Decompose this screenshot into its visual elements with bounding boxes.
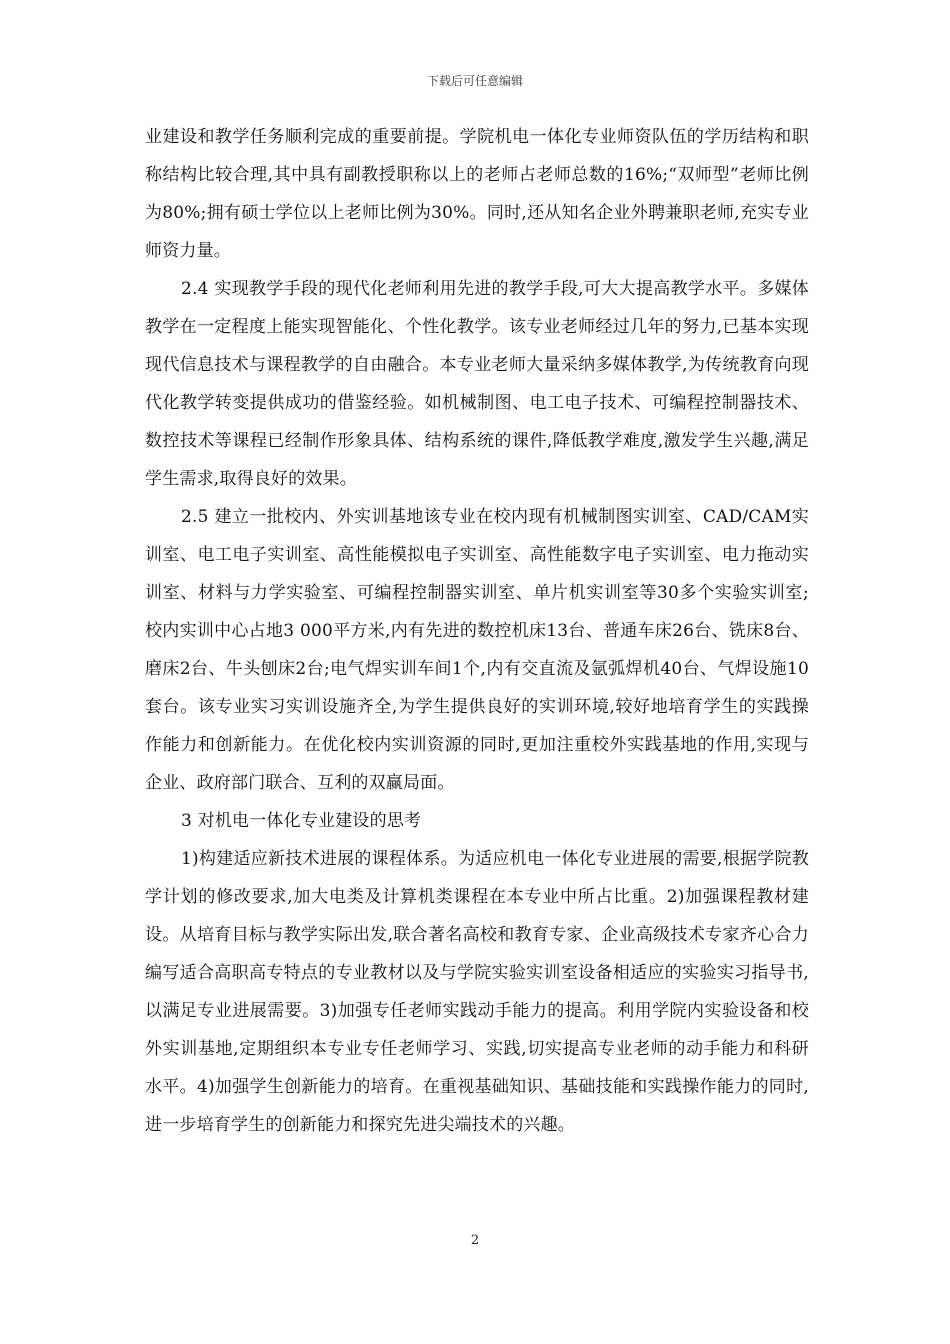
body-text bbox=[145, 118, 809, 1144]
page-number: 2 bbox=[470, 1233, 480, 1248]
paragraph-faculty: 业建设和教学任务顺利完成的重要前提。学院机电一体化专业师资队伍的学历结构和职称结构比较合理,其中具有副教授职称以上的老师占老师总数的16%;“双师型”老师比例为80%;拥有硕士学位以上老师比例为30%。同时,还从知名企业外聘兼职老师,充实专业师资力量。 bbox=[145, 127, 809, 261]
paragraph-3-suggestions: 1)构建适应新技术进展的课程体系。为适应机电一体化专业进展的需要,根据学院教学计划的修改要求,加大电类及计算机类课程在本专业中所占比重。2)加强课程教材建设。从培育目标与教学实际出发,联合著名高校和教育专家、企业高级技术专家齐心合力编写适合高职高专特点的专业教材以及与学院实验实训室设备相适应的实验实习指导书,以满足专业进展需要。3)加强专任老师实践动手能力的提高。利用学院内实验设备和校外实训基地,定期组织本专业专任老师学习、实践,切实提高专业老师的动手能力和科研水平。4)加强学生创新能力的培育。在重视基础知识、基础技能和实践操作能力的同时,进一步培育学生的创新能力和探究先进尖端技术的兴趣。 bbox=[145, 849, 809, 1135]
paragraph-2-5-training-bases: 2.5 建立一批校内、外实训基地该专业在校内现有机械制图实训室、CAD/CAM实训室、电工电子实训室、高性能模拟电子实训室、高性能数字电子实训室、电力拖动实训室、材料与力学实验室、可编程控制器实训室、单片机实训室等30多个实验实训室;校内实训中心占地3 000平方米,内有先进的数控机床13台、普通车床26台、铣床8台、磨床2台、牛头刨床2台;电气焊实训车间1个,内有交直流及氩弧焊机40台、气焊设施10套台。该专业实习实训设施齐全,为学生提供良好的实训环境,较好地培育学生的实践操作能力和创新能力。在优化校内实训资源的同时,更加注重校外实践基地的作用,实现与企业、政府部门联合、互利的双赢局面。 bbox=[145, 507, 809, 793]
section-heading-3: 3 对机电一体化专业建设的思考 bbox=[181, 811, 422, 831]
paragraph-2-4-teaching-methods: 2.4 实现教学手段的现代化老师利用先进的教学手段,可大大提高教学水平。多媒体教学在一定程度上能实现智能化、个性化教学。该专业老师经过几年的努力,已基本实现现代信息技术与课程教学的自由融合。本专业老师大量采纳多媒体教学,为传统教育向现代化教学转变提供成功的借鉴经验。如机械制图、电工电子技术、可编程控制器技术、数控技术等课程已经制作形象具体、结构系统的课件,降低教学难度,激发学生兴趣,满足学生需求,取得良好的效果。 bbox=[145, 279, 809, 489]
header-note: 下载后可任意编辑 bbox=[426, 74, 523, 88]
